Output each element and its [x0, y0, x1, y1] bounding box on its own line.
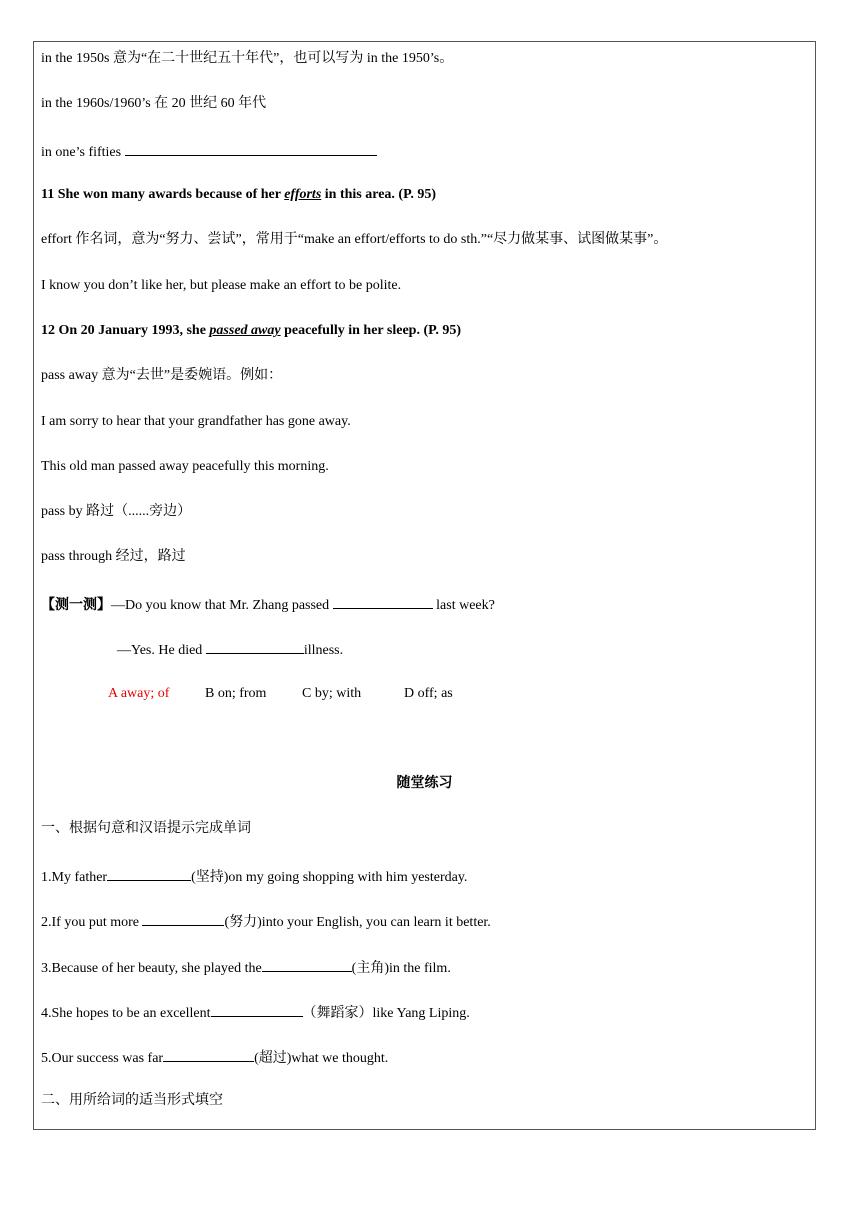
quiz-question-post: last week? — [432, 598, 495, 613]
fill-blank[interactable] — [333, 594, 433, 609]
option-b[interactable]: B on; from — [205, 686, 267, 701]
item-11-pre: 11 She won many awards because of her — [41, 187, 285, 202]
exercise-5-post: (超过)what we thought. — [254, 1051, 389, 1066]
quiz-answer-pre: —Yes. He died — [117, 643, 206, 658]
exercise-1-pre: 1.My father — [41, 870, 108, 885]
option-a[interactable]: A away; of — [108, 686, 170, 701]
exercise-2 — [41, 911, 491, 932]
exercise-1 — [41, 866, 467, 887]
practice-title: 随堂练习 — [396, 776, 453, 791]
exercise-2-pre: 2.If you put more — [41, 915, 143, 930]
example-2: This old man passed away peacefully this morning. — [41, 459, 329, 474]
quiz-answer-line — [117, 639, 343, 660]
exercise-1-post: (坚持)on my going shopping with him yesterday. — [191, 870, 468, 885]
quiz-question — [41, 594, 495, 615]
item-12-heading — [41, 322, 461, 340]
item-12-post: peacefully in her sleep. (P. 95) — [280, 323, 462, 338]
note-1960s: in the 1960s/1960’s 在 20 世纪 60 年代 — [41, 96, 267, 111]
item-11-keyword: efforts — [284, 187, 322, 202]
exercise-5-pre: 5.Our success was far — [41, 1051, 164, 1066]
passaway-note: pass away 意为“去世”是委婉语。例如： — [41, 368, 283, 383]
exercise-3-post: (主角)in the film. — [351, 961, 451, 976]
note-fifties-text: in one’s fifties — [41, 145, 125, 160]
option-d[interactable]: D off; as — [404, 686, 453, 701]
fill-blank[interactable] — [125, 141, 377, 156]
fill-blank[interactable] — [107, 866, 191, 881]
note-1950s: in the 1950s 意为“在二十世纪五十年代”，也可以写为 in the 1950’s。 — [41, 51, 454, 66]
exercise-4-post: （舞蹈家）like Yang Liping. — [302, 1006, 470, 1021]
fill-blank[interactable] — [262, 957, 352, 972]
exercise-3 — [41, 957, 451, 978]
quiz-question-pre: —Do you know that Mr. Zhang passed — [111, 598, 333, 613]
pass-through-note: pass through 经过，路过 — [41, 549, 186, 564]
option-c[interactable]: C by; with — [302, 686, 362, 701]
exercise-4 — [41, 1002, 470, 1023]
item-12-keyword: passed away — [209, 323, 281, 338]
quiz-label: 【测一测】 — [41, 598, 111, 613]
exercise-2-post: (努力)into your English, you can learn it better. — [224, 915, 491, 930]
section-2-heading: 二、用所给词的适当形式填空 — [41, 1093, 223, 1108]
item-11-post: in this area. (P. 95) — [321, 187, 437, 202]
example-1: I am sorry to hear that your grandfather has gone away. — [41, 414, 351, 429]
pass-by-note: pass by 路过（......旁边） — [41, 504, 192, 519]
quiz-answer-post: illness. — [303, 643, 344, 658]
effort-note: effort 作名词，意为“努力、尝试”，常用于“make an effort/efforts to do sth.”“尽力做某事、试图做某事”。 — [41, 232, 668, 247]
exercise-4-pre: 4.She hopes to be an excellent — [41, 1006, 211, 1021]
exercise-5 — [41, 1047, 388, 1068]
section-1-heading: 一、根据句意和汉语提示完成单词 — [41, 821, 251, 836]
item-12-pre: 12 On 20 January 1993, she — [41, 323, 210, 338]
fill-blank[interactable] — [211, 1002, 303, 1017]
item-11-heading — [41, 186, 436, 204]
fill-blank[interactable] — [142, 911, 224, 926]
exercise-3-pre: 3.Because of her beauty, she played the — [41, 961, 262, 976]
fill-blank[interactable] — [206, 639, 304, 654]
effort-example: I know you don’t like her, but please make an effort to be polite. — [41, 278, 402, 293]
fill-blank[interactable] — [163, 1047, 254, 1062]
note-fifties — [41, 141, 377, 162]
